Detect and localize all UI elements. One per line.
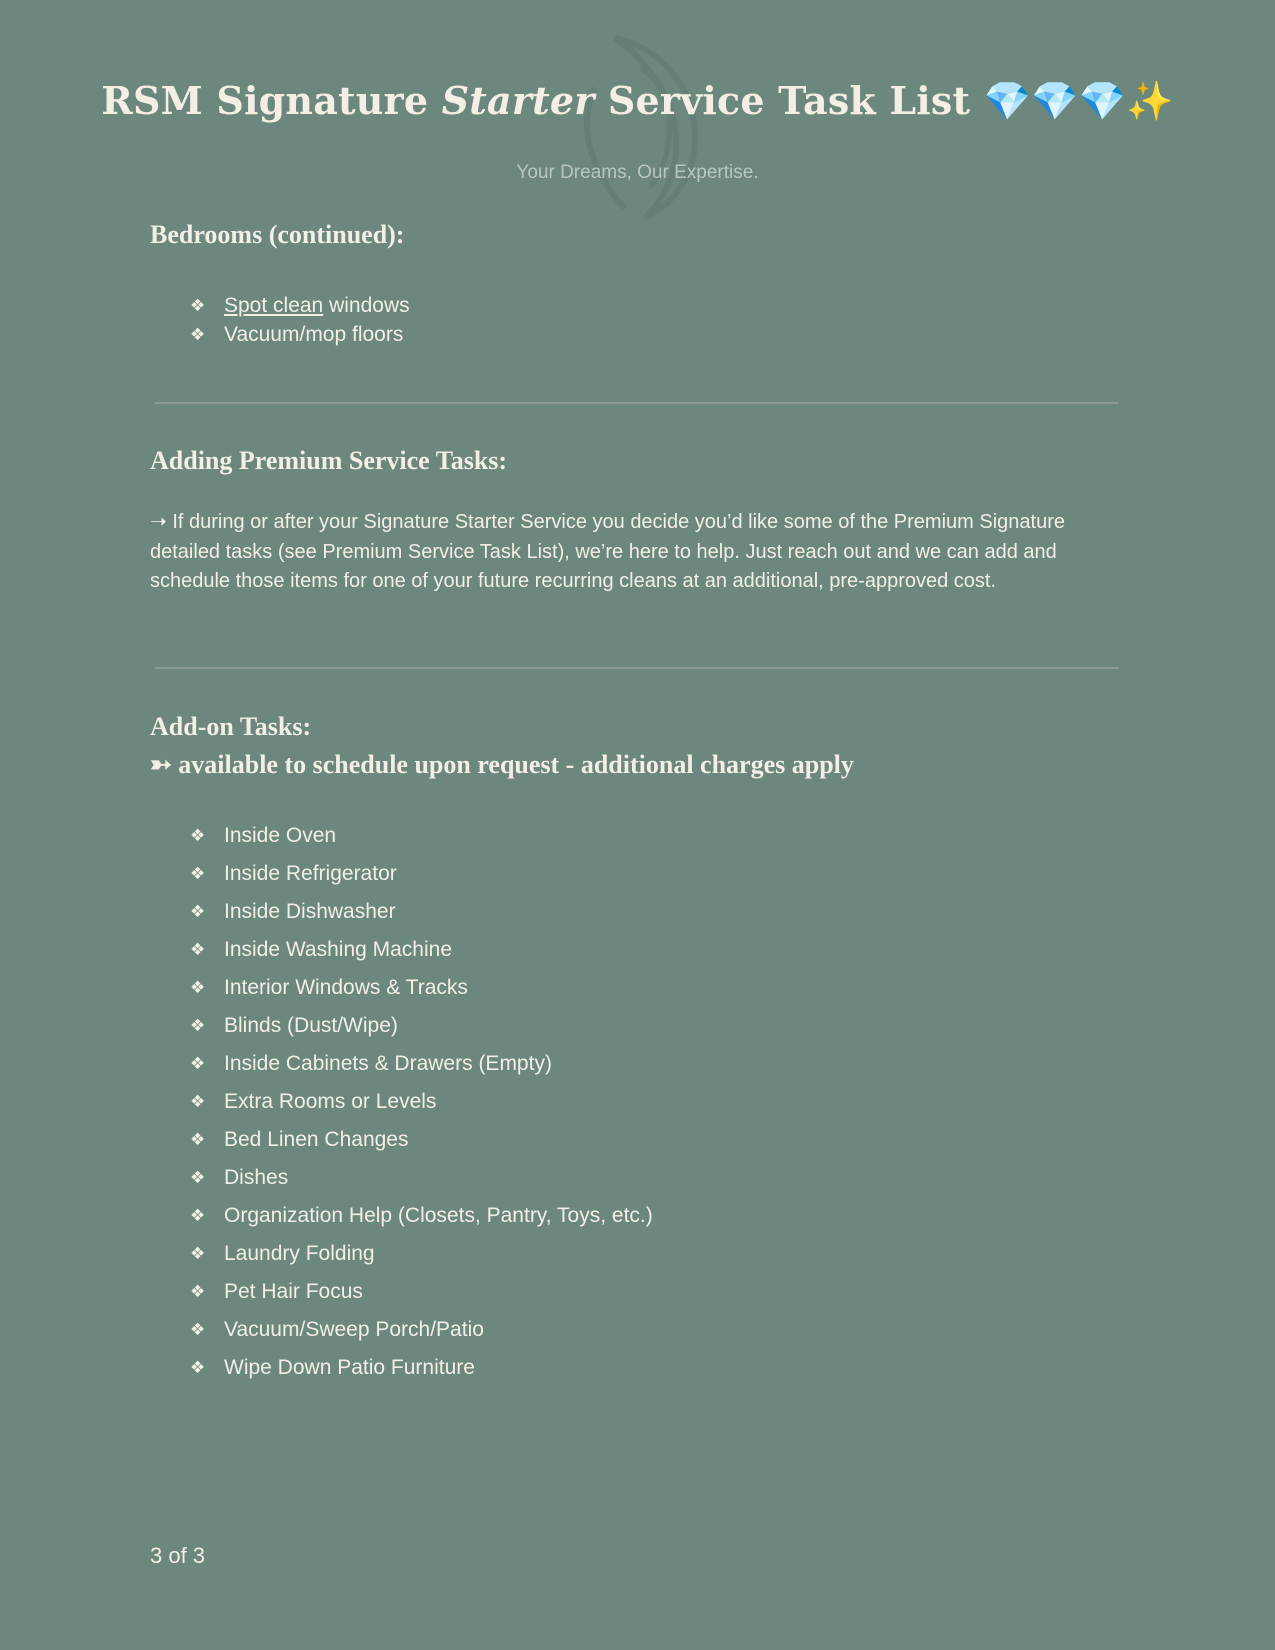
list-item-text: Wipe Down Patio Furniture [224,1356,475,1379]
list-item-text: Inside Cabinets & Drawers (Empty) [224,1052,552,1075]
list-item-text: Bed Linen Changes [224,1128,409,1151]
list-item [190,817,653,855]
premium-paragraph: ➝ If during or after your Signature Starter Service you decide you’d like some of the Premium Signature detailed tasks (see Premium Service Task List), we’re here to help. Just reach out and we can add and schedule those items for one of your future recurring cleans at an additional, pre-approved cost. [150,511,1065,592]
sparkle-icon: ✨ [1126,78,1174,123]
list-item [190,1349,653,1387]
bullet-icon: ❖ [190,902,206,921]
list-item-text: Blinds (Dust/Wipe) [224,1014,398,1037]
bullet-icon: ❖ [190,826,206,845]
bullet-icon: ❖ [190,295,206,315]
list-item [190,855,653,893]
title-part1: RSM Signature [101,78,442,123]
bullet-icon: ❖ [190,1054,206,1073]
title-emphasis: Starter [441,78,595,123]
list-item-text: windows [323,293,410,317]
list-item [190,1311,653,1349]
diamond-icons: 💎💎💎 [983,78,1127,123]
addon-heading: Add-on Tasks: [150,712,312,741]
bullet-icon: ❖ [190,1206,206,1225]
section-divider [155,667,1119,669]
bullet-icon: ❖ [190,864,206,883]
section-divider [155,402,1119,404]
bullet-icon: ❖ [190,1092,206,1111]
list-item-text: Vacuum/Sweep Porch/Patio [224,1318,484,1341]
list-item [190,893,653,931]
list-item [190,969,653,1007]
bullet-icon: ❖ [190,1016,206,1035]
list-item-text: Inside Washing Machine [224,938,453,961]
bedrooms-heading: Bedrooms (continued): [150,220,405,249]
list-item-text: Vacuum/mop floors [224,322,404,346]
tagline: Your Dreams, Our Expertise. [516,162,759,183]
list-item-text: Pet Hair Focus [224,1280,363,1303]
list-item [190,320,410,349]
addon-task-list [190,817,653,1387]
list-item [190,1273,653,1311]
list-item-text: Interior Windows & Tracks [224,976,468,999]
bedrooms-task-list [190,291,410,349]
list-item-text: Organization Help (Closets, Pantry, Toys, etc.) [224,1204,653,1227]
bullet-icon: ❖ [190,1244,206,1263]
list-item [190,1045,653,1083]
page-title [0,78,1275,124]
list-item [190,291,410,320]
bullet-icon: ❖ [190,1130,206,1149]
list-item-text: Inside Dishwasher [224,900,396,923]
list-item-text: Extra Rooms or Levels [224,1090,437,1113]
moon-logo-watermark [555,28,735,228]
list-item-text: Dishes [224,1166,289,1189]
list-item-text: Inside Oven [224,824,337,847]
bullet-icon: ❖ [190,1320,206,1339]
list-item [190,1197,653,1235]
list-item [190,1007,653,1045]
list-item [190,1083,653,1121]
list-item [190,1159,653,1197]
list-item-text: Inside Refrigerator [224,862,397,885]
bullet-icon: ❖ [190,324,206,344]
bullet-icon: ❖ [190,1168,206,1187]
list-item [190,931,653,969]
bullet-icon: ❖ [190,1358,206,1377]
addon-subheading: ➳ available to schedule upon request - additional charges apply [150,750,854,779]
page-number: 3 of 3 [150,1543,206,1568]
bullet-icon: ❖ [190,940,206,959]
list-item [190,1235,653,1273]
premium-heading: Adding Premium Service Tasks: [150,446,508,475]
spot-clean-link[interactable]: Spot clean [224,293,324,317]
bullet-icon: ❖ [190,978,206,997]
title-part2: Service Task List [594,78,984,123]
bullet-icon: ❖ [190,1282,206,1301]
list-item [190,1121,653,1159]
list-item-text: Laundry Folding [224,1242,375,1265]
